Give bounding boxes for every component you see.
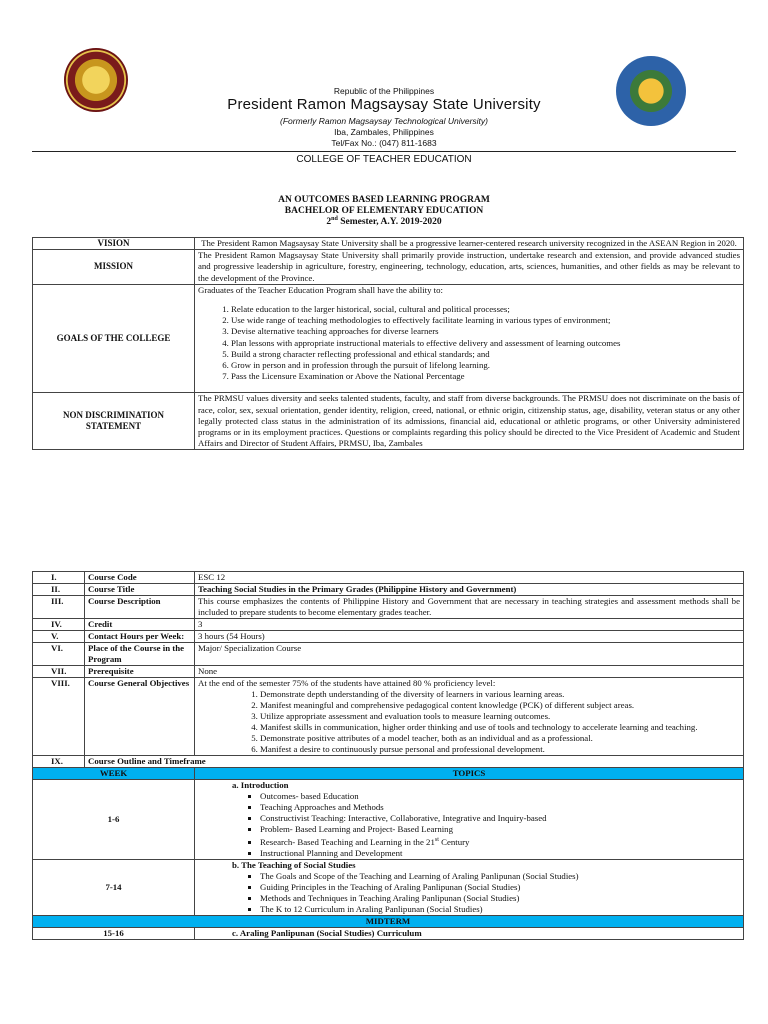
course-row: VII. Prerequisite None bbox=[33, 666, 744, 678]
topics-header: TOPICS bbox=[195, 768, 744, 780]
course-row: V. Contact Hours per Week: 3 hours (54 Hours) bbox=[33, 631, 744, 643]
week-block: 7-14 b. The Teaching of Social Studies ▪ The Goals and Scope of the Teaching and Learning of Araling Panlipunan (Social Studies) ▪ Guiding Principles in the Teaching of Araling Panlipunan (Social Studies) ▪ Methods and Techniques in Teaching Araling Panlipunan (Social Studies) ▪ The K to 12 Curriculum in Araling Panlipunan (Social Studies) bbox=[33, 859, 744, 915]
week-block: 15-16 c. Araling Panlipunan (Social Studies) Curriculum bbox=[33, 927, 744, 939]
objective-item: 4. Manifest skills in communication, higher order thinking and use of tools and technology to accelerate learning and teaching. bbox=[260, 722, 740, 733]
university-name: President Ramon Magsaysay State University bbox=[227, 96, 541, 113]
topic-item: ▪ Problem- Based Learning and Project- Based Learning bbox=[260, 824, 740, 835]
goals-intro: Graduates of the Teacher Education Program shall have the ability to: bbox=[198, 284, 443, 295]
outline-header bbox=[33, 768, 744, 780]
topic-item: ▪ Methods and Techniques in Teaching Araling Panlipunan (Social Studies) bbox=[260, 893, 740, 904]
goals-label: GOALS OF THE COLLEGE bbox=[33, 284, 195, 393]
vision-row bbox=[33, 238, 744, 250]
mission-label: MISSION bbox=[33, 250, 195, 285]
midterm-row: MIDTERM bbox=[33, 915, 744, 927]
semester-title: 2nd Semester, A.Y. 2019-2020 bbox=[326, 216, 442, 228]
course-row: III. Course Description This course emphasizes the contents of Philippine History and Government that are necessary in teaching strategies and assessment methods shall be included to prepare students to become elementary grades teacher. bbox=[33, 596, 744, 619]
nds-label: NON DISCRIMINATION STATEMENT bbox=[33, 393, 195, 450]
mission-text: The President Ramon Magsaysay State University shall primarily provide instruction, undertake research and extension, and provide advanced studies and progressive leadership in agriculture, forestry, engineering, technology, education, arts, sciences, humanities, and other fields as may be relevant to the development of the Province. bbox=[195, 250, 744, 285]
goal-item: 2. Use wide range of teaching methodologies to effectively facilitate learning in various types of environment; bbox=[231, 315, 740, 326]
goal-item: 6. Grow in person and in profession through the pursuit of lifelong learning. bbox=[231, 360, 740, 371]
address: Iba, Zambales, Philippines bbox=[334, 127, 434, 137]
goals-cell bbox=[195, 284, 744, 393]
republic-line: Republic of the Philippines bbox=[333, 86, 435, 96]
topic-item: ▪ Teaching Approaches and Methods bbox=[260, 802, 740, 813]
vmg-table bbox=[32, 237, 744, 450]
topic-item: ▪ Outcomes- based Education bbox=[260, 791, 740, 802]
objectives-list bbox=[198, 689, 740, 755]
vision-text: The President Ramon Magsaysay State University shall be a progressive learner-centered research university recognized in the ASEAN Region in 2020. bbox=[195, 238, 744, 250]
course-table bbox=[32, 571, 744, 940]
telfax: Tel/Fax No.: (047) 811-1683 bbox=[331, 138, 437, 148]
goal-item: 1. Relate education to the larger historical, social, cultural and political processes; bbox=[231, 304, 740, 315]
topic-item: ▪ The K to 12 Curriculum in Araling Panlipunan (Social Studies) bbox=[260, 904, 740, 915]
course-row: IV. Credit 3 bbox=[33, 619, 744, 631]
week-block: 1-6 a. Introduction ▪ Outcomes- based Education ▪ Teaching Approaches and Methods ▪ Constructivist Teaching: Interactive, Collaborative, Integrative and Inquiry-based ▪ Problem- Based Learning and Project- Based Learning ▪ Research- Based Teaching and Learning in the 21st Century ▪ Instructional Planning and Development bbox=[33, 780, 744, 860]
goals-list bbox=[198, 304, 740, 382]
outline-row: IX. Course Outline and Timeframe bbox=[33, 756, 744, 768]
goal-item: 3. Devise alternative teaching approaches for diverse learners bbox=[231, 326, 740, 337]
course-row: I. Course Code ESC 12 bbox=[33, 572, 744, 584]
objectives-cell bbox=[195, 678, 744, 756]
goal-item: 4. Plan lessons with appropriate instructional materials to effective delivery and assessment of learning outcomes bbox=[231, 338, 740, 349]
goal-item: 7. Pass the Licensure Examination or Above the National Percentage bbox=[231, 371, 740, 382]
objective-item: 3. Utilize appropriate assessment and evaluation tools to measure learning outcomes. bbox=[260, 711, 740, 722]
objectives-row: VIII. Course General Objectives At the end of the semester 75% of the students have attained 80 % proficiency level: 1. Demonstrate depth understanding of the diversity of learners in various learning areas. 2. Manifest meaningful and comprehensive pedagogical content knowledge (PCK) of different subject areas. 3. Utilize appropriate assessment and evaluation tools to measure learning outcomes. 4. Manifest skills in communication, higher order thinking and use of tools and technology to accelerate learning and teaching. 5. Demonstrate positive attributes of a model teacher, both as an individual and as a professional. 6. Manifest a desire to continuously pursue personal and professional development. bbox=[33, 678, 744, 756]
topic-item: ▪ Research- Based Teaching and Learning in the 21st Century bbox=[260, 835, 740, 848]
degree-title: BACHELOR OF ELEMENTARY EDUCATION bbox=[284, 206, 484, 216]
vision-label: VISION bbox=[33, 238, 195, 250]
nds-text: The PRMSU values diversity and seeks talented students, faculty, and staff from diverse backgrounds. The PRMSU does not discriminate on the basis of race, color, sex, sexual orientation, gender identity, religion, creed, national, or ethnic origin, citizenship status, age, disability, veteran status or any other legally protected class status in the administration of its admissions, financial aid, educational or athletic programs, or other University administered programs or in its employment practices. Questions or complaints regarding this policy should be directed to the Vice President of Academic and Student Affairs and Director of Student Affairs, PRMSU, Iba, Zambales bbox=[195, 393, 744, 450]
objectives-intro: At the end of the semester 75% of the students have attained 80 % proficiency level: bbox=[198, 678, 496, 688]
objective-item: 6. Manifest a desire to continuously pursue personal and professional development. bbox=[260, 744, 740, 755]
goals-row bbox=[33, 284, 744, 393]
topic-item: ▪ Guiding Principles in the Teaching of Araling Panlipunan (Social Studies) bbox=[260, 882, 740, 893]
course-row: VI. Place of the Course in the Program Major/ Specialization Course bbox=[33, 643, 744, 666]
course-row: II. Course Title Teaching Social Studies in the Primary Grades (Philippine History and Government) bbox=[33, 584, 744, 596]
college-name: COLLEGE OF TEACHER EDUCATION bbox=[296, 154, 472, 165]
objective-item: 5. Demonstrate positive attributes of a model teacher, both as an individual and as a professional. bbox=[260, 733, 740, 744]
objective-item: 2. Manifest meaningful and comprehensive pedagogical content knowledge (PCK) of different subject areas. bbox=[260, 700, 740, 711]
topic-item: ▪ Instructional Planning and Development bbox=[260, 848, 740, 859]
topic-item: ▪ Constructivist Teaching: Interactive, Collaborative, Integrative and Inquiry-based bbox=[260, 813, 740, 824]
nds-row bbox=[33, 393, 744, 450]
topic-list bbox=[198, 791, 740, 859]
program-title: AN OUTCOMES BASED LEARNING PROGRAM bbox=[278, 195, 490, 205]
topic-list bbox=[198, 871, 740, 915]
header-divider bbox=[32, 151, 736, 152]
mission-row bbox=[33, 250, 744, 285]
former-name: (Formerly Ramon Magsaysay Technological University) bbox=[279, 116, 488, 126]
week-header: WEEK bbox=[33, 768, 195, 780]
objective-item: 1. Demonstrate depth understanding of the diversity of learners in various learning areas. bbox=[260, 689, 740, 700]
topic-item: ▪ The Goals and Scope of the Teaching and Learning of Araling Panlipunan (Social Studies) bbox=[260, 871, 740, 882]
goal-item: 5. Build a strong character reflecting professional and ethical standards; and bbox=[231, 349, 740, 360]
